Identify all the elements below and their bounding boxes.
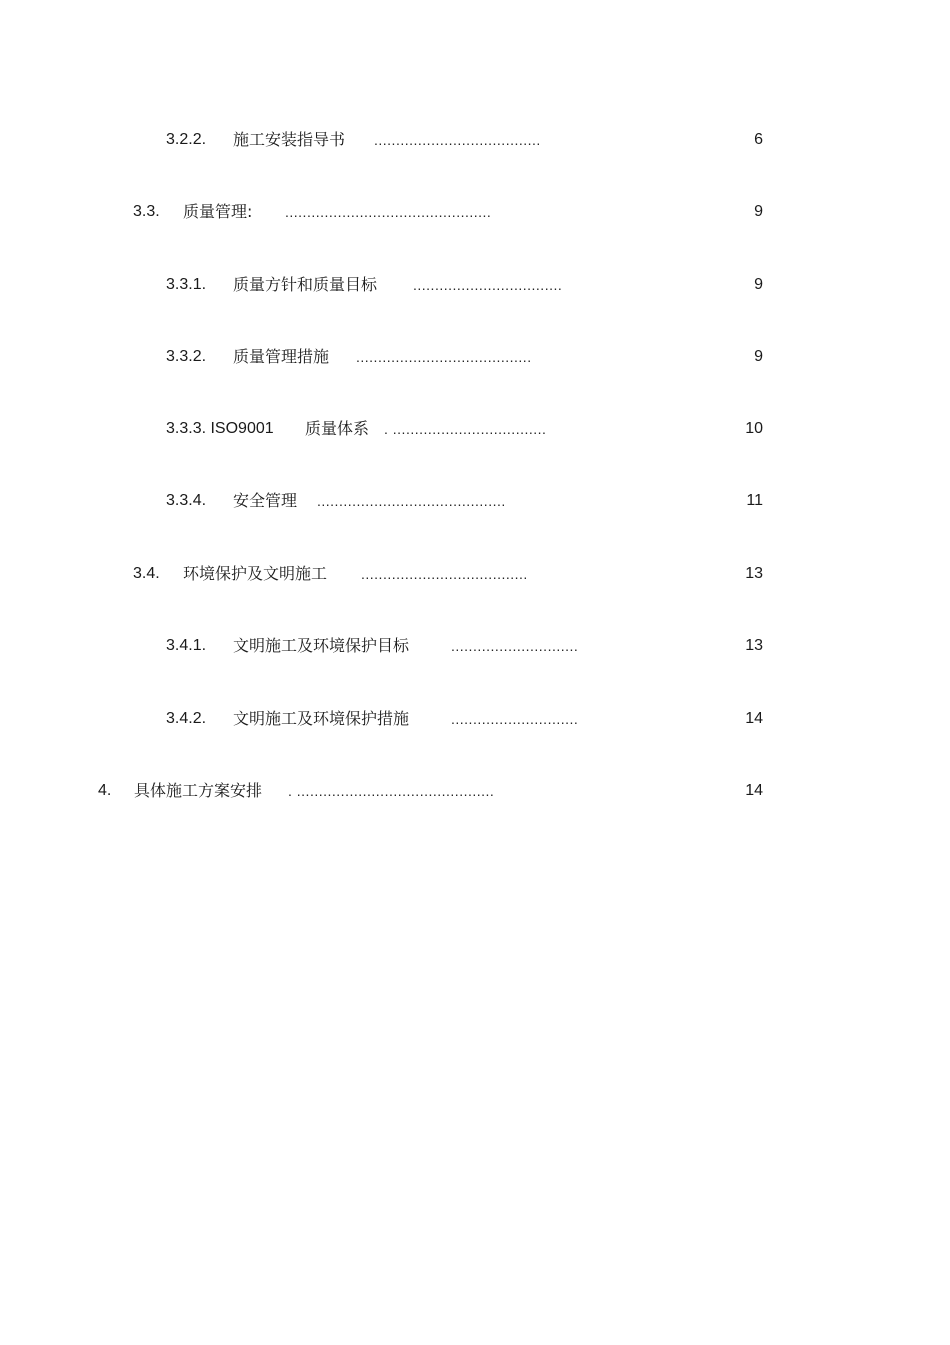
toc-entry-page: 9 xyxy=(754,348,763,365)
toc-entry[interactable] xyxy=(0,200,950,224)
toc-entry-leader: ........................................ xyxy=(356,349,532,365)
toc-entry-number: 3.3.4. xyxy=(166,492,207,509)
toc-entry-leader: ............................................... xyxy=(285,204,492,220)
toc-entry-leader: ........................................... xyxy=(317,493,506,509)
toc-entry-page: 9 xyxy=(754,276,763,293)
toc-entry[interactable] xyxy=(0,417,950,441)
toc-entry-title: 质量管理措施 xyxy=(233,347,330,366)
toc-entry-page: 13 xyxy=(745,565,763,582)
toc-entry[interactable] xyxy=(0,634,950,658)
toc-entry[interactable] xyxy=(0,128,950,152)
toc-entry-title: 文明施工及环境保护目标 xyxy=(233,636,410,655)
toc-entry-leader: ...................................... xyxy=(361,566,528,582)
toc-entry-page: 14 xyxy=(745,710,763,727)
toc-entry[interactable] xyxy=(0,707,950,731)
toc-entry-title: 质量管理: xyxy=(183,202,253,221)
toc-entry-title: 施工安装指导书 xyxy=(233,130,346,149)
toc-entry-title: 质量体系 xyxy=(305,419,370,438)
toc-entry-leader: . ................................... xyxy=(384,421,547,437)
toc-entry-leader: . ............................................. xyxy=(288,783,495,799)
toc-entry-number: 3.3.3. ISO9001 xyxy=(166,420,274,437)
toc-entry[interactable] xyxy=(0,345,950,369)
toc-entry-number: 4. xyxy=(98,782,112,799)
toc-entry-number: 3.4.2. xyxy=(166,710,207,727)
toc-entry-title: 具体施工方案安排 xyxy=(134,781,263,800)
toc-entry-number: 3.3. xyxy=(133,203,160,220)
toc-entry[interactable] xyxy=(0,273,950,297)
toc-entry-page: 11 xyxy=(746,492,763,509)
toc-entry-page: 10 xyxy=(745,420,763,437)
toc-entry-number: 3.3.2. xyxy=(166,348,207,365)
toc-entry[interactable] xyxy=(0,562,950,586)
toc-entry-number: 3.4. xyxy=(133,565,160,582)
toc-entry-title: 质量方针和质量目标 xyxy=(233,275,378,294)
toc-entry-leader: ............................. xyxy=(451,711,579,727)
toc-entry-title: 安全管理 xyxy=(233,491,298,510)
toc-entry-leader: ...................................... xyxy=(374,132,541,148)
toc-entry[interactable] xyxy=(0,779,950,803)
toc-entry-page: 14 xyxy=(745,782,763,799)
toc-entry-page: 13 xyxy=(745,637,763,654)
toc-entry-number: 3.3.1. xyxy=(166,276,207,293)
toc-entry-number: 3.2.2. xyxy=(166,131,207,148)
toc-entry-title: 环境保护及文明施工 xyxy=(183,564,328,583)
toc-entry-title: 文明施工及环境保护措施 xyxy=(233,709,410,728)
toc-entry[interactable] xyxy=(0,489,950,513)
toc-entry-leader: .................................. xyxy=(413,277,563,293)
toc-entry-number: 3.4.1. xyxy=(166,637,207,654)
toc-entry-leader: ............................. xyxy=(451,638,579,654)
toc-entry-page: 6 xyxy=(754,131,763,148)
toc-entry-page: 9 xyxy=(754,203,763,220)
